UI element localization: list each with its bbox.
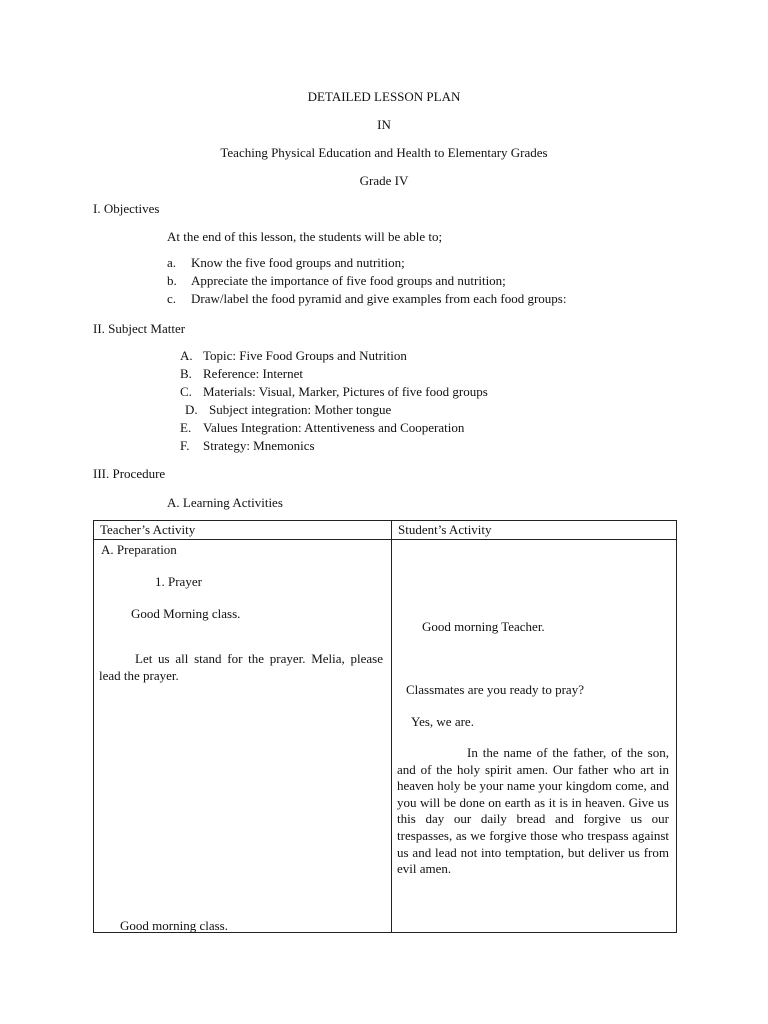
objectives-intro: At the end of this lesson, the students will be able to;: [167, 229, 443, 244]
list-text: Reference: Internet: [203, 366, 303, 381]
student-reply: Yes, we are.: [411, 714, 474, 729]
student-ready-question: Classmates are you ready to pray?: [406, 682, 584, 697]
teacher-prayer-instruction: Let us all stand for the prayer. Melia, please lead the prayer.: [99, 651, 383, 683]
list-text: Draw/label the food pyramid and give examples from each food groups:: [191, 291, 567, 306]
list-marker: b.: [167, 273, 177, 288]
list-item: [167, 290, 667, 308]
course-subject: Teaching Physical Education and Health to Elementary Grades: [220, 145, 548, 160]
teacher-greeting-2: Good morning class.: [120, 918, 228, 933]
title-in: IN: [377, 117, 391, 132]
list-item: [180, 383, 580, 401]
list-marker: a.: [167, 255, 177, 270]
list-text: Know the five food groups and nutrition;: [191, 255, 405, 270]
list-item: [180, 401, 580, 419]
student-greeting: Good morning Teacher.: [422, 619, 545, 634]
list-text: Strategy: Mnemonics: [203, 438, 315, 453]
list-item: [167, 254, 667, 272]
list-item: [180, 437, 580, 455]
objectives-list: [167, 254, 667, 308]
list-text: Topic: Five Food Groups and Nutrition: [203, 348, 407, 363]
preparation-label: A. Preparation: [101, 542, 177, 557]
list-marker: C.: [180, 384, 192, 399]
list-text: Appreciate the importance of five food groups and nutrition;: [191, 273, 506, 288]
list-item: [167, 272, 667, 290]
student-activity-header: Student’s Activity: [392, 521, 677, 540]
document-title: DETAILED LESSON PLAN: [307, 89, 461, 104]
teacher-greeting: Good Morning class.: [131, 606, 241, 621]
teacher-activity-header: Teacher’s Activity: [94, 521, 392, 540]
learning-activities-heading: A. Learning Activities: [167, 495, 283, 510]
list-marker: A.: [180, 348, 193, 363]
subject-matter-heading: II. Subject Matter: [93, 321, 186, 336]
list-marker: D.: [185, 402, 198, 417]
grade-level: Grade IV: [359, 173, 409, 188]
list-item: [180, 347, 580, 365]
activities-table: [93, 520, 677, 933]
list-item: [180, 365, 580, 383]
list-text: Subject integration: Mother tongue: [209, 402, 392, 417]
subject-matter-list: [180, 347, 580, 455]
list-item: [180, 419, 580, 437]
student-activity-cell: [392, 540, 677, 933]
procedure-heading: III. Procedure: [93, 466, 166, 481]
teacher-activity-cell: [94, 540, 392, 933]
list-marker: E.: [180, 420, 192, 435]
list-marker: F.: [180, 438, 190, 453]
list-marker: c.: [167, 291, 177, 306]
student-prayer-text: In the name of the father, of the son, and of the holy spirit amen. Our father who art in heaven holy be your name your kingdom come, and you will be done on earth as it is in heaven. Give us this day our daily bread and forgive us our trespasses, as we forgive those who trespass against us and lead not into temptation, but deliver us from evil amen.: [397, 745, 669, 877]
prayer-label: 1. Prayer: [155, 574, 202, 589]
table-header-row: [94, 521, 677, 540]
list-text: Values Integration: Attentiveness and Cooperation: [203, 420, 465, 435]
list-marker: B.: [180, 366, 192, 381]
objectives-heading: I. Objectives: [93, 201, 160, 216]
table-row: [94, 540, 677, 933]
list-text: Materials: Visual, Marker, Pictures of five food groups: [203, 384, 488, 399]
